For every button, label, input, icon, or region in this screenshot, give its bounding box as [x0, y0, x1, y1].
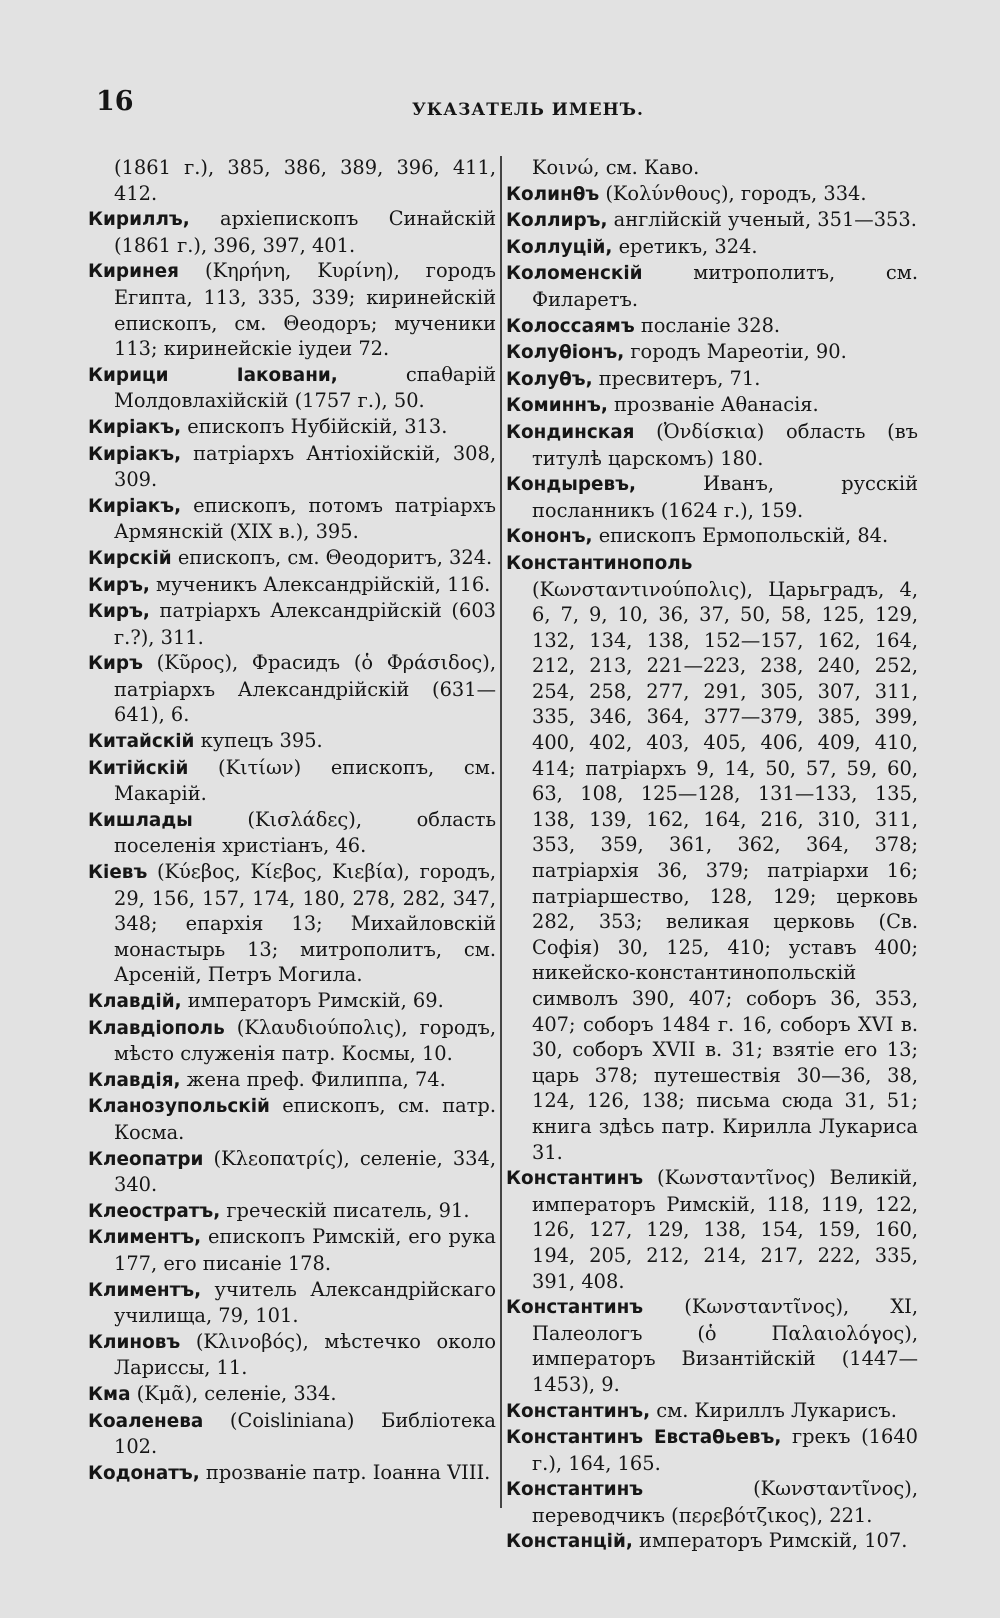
entry-headword: Коминнъ, — [506, 395, 608, 417]
entry-text: (Κλεοπατρίς), селеніе, 334, 340. — [114, 1146, 496, 1197]
entry-headword: Клеостратъ, — [88, 1200, 221, 1222]
entry-headword: Киръ, — [88, 574, 150, 596]
entry-text: (Κύεβος, Κίεβος, Κιεβία), городъ, 29, 156, 157, 174, 180, 278, 282, 347, 348; епархія 13; Михайловскій монастырь 13; митрополитъ, см. Арсеній, Петръ Могила. — [114, 860, 496, 987]
entry-headword: Кланозупольскій — [88, 1096, 270, 1118]
entry-headword: Кондинская — [506, 421, 635, 443]
entry-text: пресвитеръ, 71. — [592, 366, 761, 390]
index-entry — [88, 755, 496, 807]
column-divider — [500, 156, 502, 1508]
index-entry — [88, 859, 496, 988]
index-entry — [88, 1093, 496, 1145]
entry-text: епископъ, см. Θеодоритъ, 324. — [171, 545, 493, 569]
entry-headword: Киріакъ, — [88, 416, 182, 438]
index-entry — [88, 155, 496, 206]
index-entry — [88, 1381, 496, 1408]
entry-headword: Кононъ, — [506, 526, 593, 548]
left-column — [88, 155, 496, 1486]
index-entry — [88, 728, 496, 755]
entry-text: купецъ 395. — [194, 729, 323, 753]
entry-headword: Китійскій — [88, 757, 189, 779]
entry-headword: Кирскій — [88, 547, 172, 569]
index-entry — [88, 572, 496, 599]
entry-headword: Китайскій — [88, 731, 195, 753]
entry-headword: Климентъ, — [88, 1279, 202, 1301]
index-entry — [506, 1398, 918, 1425]
entry-text: (Ὀνδίσκια) область (въ титулѣ царскомъ) 180. — [532, 419, 918, 470]
index-entry — [88, 362, 496, 414]
entry-text: епископъ Ермопольскій, 84. — [592, 524, 889, 548]
entry-text: епископъ, потомъ патріархъ Армянскій (XIX в.), 395. — [114, 493, 496, 544]
index-entry — [88, 441, 496, 493]
entry-headword: Киръ — [88, 653, 143, 675]
entry-text: епископъ Нубійскій, 313. — [181, 414, 448, 438]
right-column — [506, 155, 918, 1555]
entry-headword: Константинополь — [506, 552, 693, 574]
entry-headword: Киринея — [88, 261, 179, 283]
index-entry — [506, 419, 918, 471]
entry-headword: Колоссаямъ — [506, 315, 635, 337]
entry-text: (Κισλάδες), область поселенія христіанъ, 46. — [114, 807, 496, 858]
entry-text: (Κμᾶ), селеніе, 334. — [130, 1381, 337, 1405]
entry-text: спаθарій Молдовлахійскій (1757 г.), 50. — [114, 362, 497, 413]
index-entry — [88, 1198, 496, 1225]
entry-text: прозваніе патр. Іоанна VIII. — [199, 1460, 491, 1484]
entry-text: (Κηρήνη, Κυρίνη), городъ Египта, 113, 335, 339; киринейскій епископъ, см. Θеодоръ; мученики 113; киринейскіе іудеи 72. — [114, 259, 496, 361]
entry-text: императоръ Римскій, 107. — [632, 1529, 908, 1553]
entry-headword: Константинъ — [506, 1168, 644, 1190]
entry-text: патріархъ Антіохійскій, 308, 309. — [114, 441, 496, 492]
entry-text: (Κωνσταντῖνος), XI, Палеологъ (ὁ Παλαιολόγος), императоръ Византійскій (1447—1453), 9. — [532, 1295, 918, 1396]
index-entry — [88, 1329, 496, 1381]
entry-headword: Кіевъ — [88, 862, 148, 884]
entry-headword: Киръ, — [88, 601, 150, 623]
index-entry — [506, 1424, 918, 1476]
index-entry — [506, 155, 918, 181]
index-entry — [88, 258, 496, 361]
entry-headword: Клавдія, — [88, 1069, 181, 1091]
entry-text: англійскій ученый, 351—353. — [607, 208, 917, 232]
index-entry — [506, 181, 918, 208]
index-entry — [506, 1165, 918, 1294]
index-entry — [88, 1408, 496, 1460]
entry-headword: Константинъ — [506, 1297, 644, 1319]
index-entry — [88, 545, 496, 572]
index-entry — [88, 1460, 496, 1487]
index-entry — [506, 313, 918, 340]
entry-headword: Климентъ, — [88, 1227, 202, 1249]
entry-headword: Константинъ, — [506, 1400, 651, 1422]
entry-text: грекъ (1640 г.), 164, 165. — [532, 1425, 918, 1475]
entry-headword: Коломенскій — [506, 263, 643, 285]
entry-text: (Κωνσταντινούπολις), Царьградъ, 4, 6, 7, 9, 10, 36, 37, 50, 58, 125, 129, 132, 134, 138, 152—157, 162, 164, 212, 213, 221—223, 238, 240, 252, 254, 258, 277, 291, 305, 307, 311, 335, 346, 364, 377—379, 385, 399, 400, 402, 403, 405, 406, 409, 410, 414; патріархъ 9, 14, 50, 57, 59, 60, 63, 108, 125—128, 131—133, 135, 138, 139, 162, 164, 216, 310, 311, 353, 359, 361, 362, 364, 378; патріархія 36, 379; патріархи 16; патріаршество, 128, 129; церковь 282, 353; великая церковь (Св. Софія) 30, 125, 410; уставъ 400; никейско-константинопольскій символъ 390, 407; соборъ 36, 353, 407; соборъ 1484 г. 16, соборъ XVI в. 30, соборъ XVII в. 31; взятіе его 13; царь 378; путешествія 30—36, 38, 124, 126, 138; письма сюда 31, 51; книга здѣсь патр. Кирилла Лукариса 31. — [532, 577, 918, 1164]
index-entry — [506, 1528, 918, 1555]
entry-headword: Кодонатъ, — [88, 1462, 200, 1484]
entry-text: (Κωνσταντῖνος), переводчикъ (περεβότζικος), 221. — [532, 1477, 918, 1527]
index-entry — [88, 988, 496, 1015]
index-entry — [506, 1476, 918, 1528]
entry-headword: Клавдіополь — [88, 1017, 225, 1039]
entry-text: (Κωνσταντῖνος) Великій, императоръ Римскій, 118, 119, 122, 126, 127, 129, 138, 154, 159, 160, 194, 205, 212, 214, 217, 222, 335, 391, 408. — [532, 1166, 918, 1293]
entry-headword: Кма — [88, 1383, 131, 1405]
entry-headword: Клеопатри — [88, 1148, 204, 1170]
entry-headword: Киріакъ, — [88, 443, 182, 465]
index-entry — [506, 523, 918, 550]
entry-text: Иванъ, русскій посланникъ (1624 г.), 159. — [532, 472, 918, 522]
entry-text: митрополитъ, см. Филаретъ. — [532, 261, 918, 311]
entry-headword: Колуθъ, — [506, 368, 593, 390]
entry-text: еретикъ, 324. — [612, 234, 758, 258]
entry-text: (Κλινοβός), мѣстечко около Лариссы, 11. — [114, 1329, 496, 1380]
running-title: УКАЗАТЕЛЬ ИМЕНЪ. — [412, 100, 644, 120]
index-entry — [88, 1277, 496, 1329]
entry-text: см. Кириллъ Лукарисъ. — [650, 1398, 897, 1422]
index-entry — [88, 1067, 496, 1094]
entry-headword: Коаленева — [88, 1410, 204, 1432]
entry-headword: Кондыревъ, — [506, 474, 636, 496]
entry-headword: Клиновъ — [88, 1331, 181, 1353]
entry-text: городъ Мареотіи, 90. — [624, 340, 847, 364]
entry-text: епископъ, см. патр. Косма. — [114, 1094, 496, 1144]
index-entry — [506, 471, 918, 523]
index-entry — [88, 1015, 496, 1067]
entry-text: (Κιτίων) епископъ, см. Макарій. — [114, 755, 496, 806]
entry-headword: Колинθъ — [506, 183, 600, 205]
entry-headword: Киріакъ, — [88, 495, 182, 517]
entry-text: посланіе 328. — [634, 313, 781, 337]
entry-headword: Кириллъ, — [88, 209, 190, 231]
entry-headword: Констанцій, — [506, 1531, 633, 1553]
index-entry — [506, 207, 918, 234]
index-entry — [506, 339, 918, 366]
index-entry — [506, 550, 918, 1165]
page-number: 16 — [96, 86, 134, 117]
entry-text: Κοινώ, см. Каво. — [532, 156, 700, 179]
index-entry — [88, 807, 496, 859]
entry-text: епископъ Римскій, его рука 177, его писаніе 178. — [114, 1225, 496, 1275]
entry-text: (Coisliniana) Библіотека 102. — [114, 1408, 496, 1459]
entry-text: (Κῦρος), Фрасидъ (ὁ Φράσιδος), патріархъ Александрійскій (631—641), 6. — [114, 651, 496, 727]
entry-text: (Κλαυδιούπολις), городъ, мѣсто служенія патр. Космы, 10. — [114, 1015, 496, 1066]
index-entry — [88, 206, 496, 258]
entry-text: архіепископъ Синайскій (1861 г.), 396, 397, 401. — [114, 207, 496, 257]
index-entry — [506, 366, 918, 393]
entry-text: учитель Александрійскаго училища, 79, 101. — [114, 1277, 496, 1328]
index-entry — [506, 392, 918, 419]
index-entry — [88, 493, 496, 545]
entry-headword: Константинъ Евстаθьевъ, — [506, 1427, 782, 1449]
index-entry — [88, 414, 496, 441]
entry-headword: Клавдій, — [88, 991, 182, 1012]
entry-text: императоръ Римскій, 69. — [181, 989, 444, 1012]
entry-text: (1861 г.), 385, 386, 389, 396, 411, 412. — [114, 156, 496, 205]
entry-headword: Колуθіонъ, — [506, 342, 625, 364]
entry-headword: Коллиръ, — [506, 210, 608, 232]
index-entry — [88, 1224, 496, 1276]
entry-headword: Кишлады — [88, 809, 193, 831]
index-entry — [88, 598, 496, 650]
entry-headword: Константинъ — [506, 1479, 644, 1501]
entry-text: греческій писатель, 91. — [220, 1198, 470, 1222]
entry-headword: Кирици Іаковани, — [88, 364, 338, 386]
entry-text: прозваніе Аθанасія. — [607, 393, 819, 417]
entry-text: мученикъ Александрійскій, 116. — [149, 572, 491, 596]
entry-text: жена преф. Филиппа, 74. — [180, 1067, 446, 1091]
index-entry — [88, 650, 496, 728]
entry-headword: Коллуцій, — [506, 236, 613, 258]
index-entry — [506, 234, 918, 261]
index-entry — [506, 260, 918, 312]
entry-text: (Κολύνθους), городъ, 334. — [599, 181, 867, 205]
index-entry — [88, 1146, 496, 1198]
index-entry — [506, 1294, 918, 1397]
entry-text: патріархъ Александрійскій (603 г.?), 311. — [114, 599, 496, 649]
